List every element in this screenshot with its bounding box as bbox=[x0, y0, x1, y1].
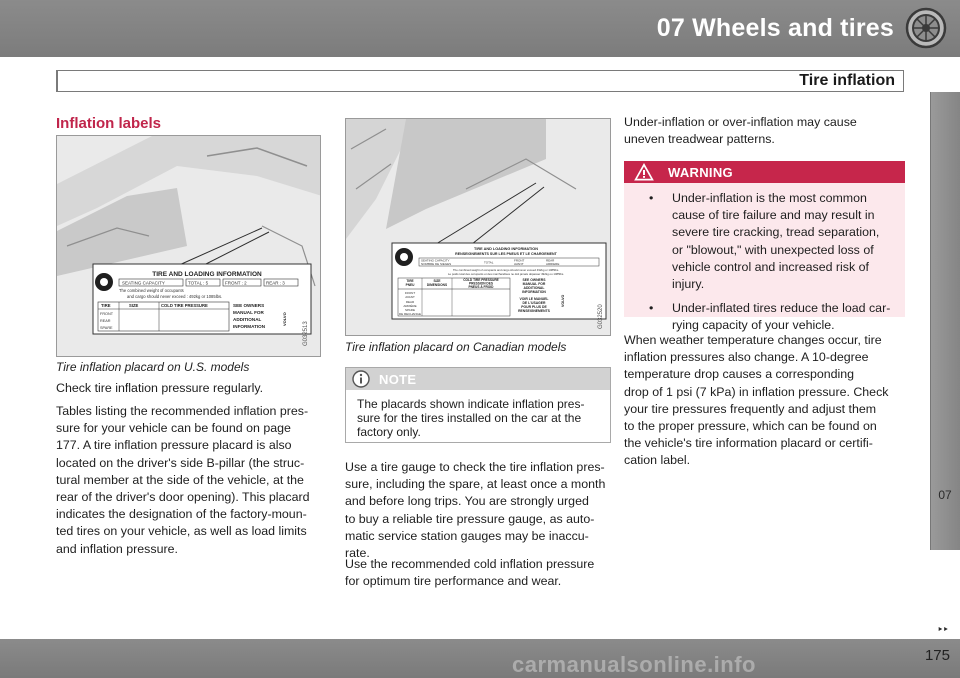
us-col-cold: COLD TIRE PRESSURE bbox=[161, 303, 208, 308]
warning-list bbox=[632, 190, 900, 342]
inflation-labels-heading: Inflation labels bbox=[56, 115, 162, 132]
section-title: Tire inflation bbox=[799, 72, 895, 89]
ca-see-owners-1: SEE OWNERS bbox=[522, 278, 546, 282]
ca-col-cold: COLD TIRE PRESSURE bbox=[463, 278, 499, 282]
ca-row-rear-fr: ARRIÈRE bbox=[403, 304, 417, 308]
us-row-spare: SPARE bbox=[100, 326, 113, 330]
ca-placard-title-1: TIRE AND LOADING INFORMATION bbox=[474, 247, 538, 251]
us-placard-title: TIRE AND LOADING INFORMATION bbox=[152, 271, 262, 278]
info-icon bbox=[352, 370, 370, 388]
ca-col-cold-fr-2: PNEUS À FROID bbox=[468, 285, 494, 289]
ca-seating-capacity: SEATING CAPACITY bbox=[421, 258, 450, 263]
ca-weight-line-2: Le poids total des occupants et des marchandises ne doit jamais dépasser 492kg ou 1085lbs. bbox=[448, 272, 564, 276]
chapter-side-tab bbox=[930, 92, 960, 550]
chapter-title: 07 Wheels and tires bbox=[656, 14, 894, 42]
canadian-figure-caption: Tire inflation placard on Canadian models bbox=[345, 340, 567, 354]
us-figure-caption: Tire inflation placard on U.S. models bbox=[56, 360, 250, 374]
watermark: carmanualsonline.info bbox=[512, 652, 756, 677]
note-header bbox=[346, 368, 610, 390]
us-see-owners-1: SEE OWNERS bbox=[233, 303, 265, 308]
ca-see-owners-2: MANUAL FOR bbox=[522, 282, 546, 286]
ca-row-front: FRONT bbox=[404, 291, 416, 295]
ca-see-owners-fr-4: RENSEIGNEMENTS bbox=[518, 309, 550, 313]
canadian-placard-illustration bbox=[346, 119, 611, 336]
us-brand: VOLVO bbox=[282, 312, 287, 326]
cold-pressure-paragraph: Use the recommended cold inflation pressure for optimum tire performance and wear. bbox=[345, 557, 595, 589]
ca-placard-title-2: RENSEIGNEMENTS SUR LES PNEUS ET LE CHARGEMENT bbox=[455, 252, 557, 256]
us-see-owners-3: ADDITIONAL bbox=[233, 317, 262, 322]
ca-figure-code: G032520 bbox=[598, 304, 604, 329]
us-col-size: SIZE bbox=[129, 303, 139, 308]
section-title-bar bbox=[56, 70, 904, 92]
ca-rear: REAR bbox=[546, 258, 555, 263]
canadian-placard-figure bbox=[345, 118, 611, 336]
us-seating-capacity: SEATING CAPACITY bbox=[122, 280, 165, 286]
ca-brand: VOLVO bbox=[561, 294, 565, 307]
us-row-front: FRONT bbox=[100, 312, 114, 316]
tire-wheel-icon bbox=[904, 6, 948, 50]
ca-see-owners-4: INFORMATION bbox=[522, 290, 546, 294]
us-col-tire: TIRE bbox=[101, 303, 111, 308]
us-weight-line-1: The combined weight of occupants bbox=[119, 288, 184, 293]
ca-front-fr: AVANT bbox=[514, 262, 524, 266]
us-weight-line-2: and cargo should never exceed : 492kg or 1085lbs. bbox=[127, 294, 223, 299]
us-front: FRONT : 2 bbox=[225, 280, 247, 286]
us-placard-illustration bbox=[57, 136, 321, 357]
ca-see-owners-fr-1: VOIR LE MANUEL bbox=[519, 297, 549, 301]
tables-paragraph: Tables listing the recommended inflation pres- sure for your vehicle can be found on page 177. A tire inflation pressure placard is also located on the driver's side B-pillar (the struc- tural member at the side of the vehicle, at the rear of the driver's door opening). This placard indicates the designation of the factory-moun- ted tires on your vehicle, as well as load limits and inflation pressure. bbox=[56, 404, 310, 556]
note-text: The placards shown indicate inflation pres- sure for the tires installed on the car at the factory only. bbox=[357, 397, 585, 439]
ca-seating-capacity-fr: NOMBRE DE SIEGES bbox=[421, 262, 452, 266]
note-title: NOTE bbox=[379, 372, 417, 387]
check-pressure-paragraph: Check tire inflation pressure regularly. bbox=[56, 381, 264, 395]
chapter-side-number: 07 bbox=[938, 488, 952, 502]
warning-box bbox=[624, 161, 905, 333]
ca-rear-fr: ARRIERE bbox=[546, 262, 560, 266]
ca-col-tire: TIRE bbox=[406, 279, 414, 283]
us-row-rear: REAR bbox=[100, 319, 111, 323]
ca-see-owners-fr-2: DE L'USAGER bbox=[522, 301, 546, 305]
ca-row-front-fr: AVANT bbox=[405, 295, 415, 299]
warning-title: WARNING bbox=[668, 165, 733, 180]
ca-see-owners-fr-3: POUR PLUS DE bbox=[521, 305, 547, 309]
us-see-owners-2: MANUAL FOR bbox=[233, 310, 264, 315]
treadwear-paragraph: Under-inflation or over-inflation may cause uneven treadwear patterns. bbox=[624, 115, 857, 147]
next-page-arrows[interactable]: ‣‣ bbox=[937, 624, 948, 636]
ca-col-tire-fr: PNEU bbox=[405, 283, 415, 287]
header-bar bbox=[0, 0, 960, 57]
ca-total: TOTAL bbox=[484, 260, 494, 265]
tire-gauge-paragraph: Use a tire gauge to check the tire inflation pres- sure, including the spare, at least once a month and before long trips. You are strongly urged to buy a reliable tire pressure gauge, as auto- matic service station gauges may be inaccu- rate. bbox=[345, 460, 606, 561]
ca-row-spare: SPARE bbox=[405, 308, 415, 312]
ca-col-size: SIZE bbox=[433, 279, 441, 283]
us-rear: REAR : 3 bbox=[266, 280, 285, 286]
temperature-paragraph: When weather temperature changes occur, tire inflation pressures also change. A 10-degree temperature drop causes a corresponding drop of 1 psi (7 kPa) in inflation pressure. Check your tire pressures frequently and adjust them to the proper pressure, which can be found on the vehicle's tire information placard or certifi- cation label. bbox=[624, 333, 889, 468]
us-total: TOTAL : 5 bbox=[188, 280, 209, 286]
us-placard-figure bbox=[56, 135, 321, 357]
ca-col-size-fr: DIMENSIONS bbox=[426, 283, 448, 287]
note-box bbox=[345, 367, 611, 443]
warning-triangle-icon bbox=[634, 163, 654, 181]
ca-col-cold-fr-1: PRESSION DES bbox=[469, 281, 493, 286]
ca-front: FRONT bbox=[514, 258, 525, 263]
ca-weight-line-1: The combined weight of occupants and cargo should never exceed 492kg or 1085lbs. bbox=[452, 268, 560, 272]
warning-header bbox=[624, 161, 905, 183]
page-number: 175 bbox=[924, 647, 950, 664]
ca-see-owners-3: ADDITIONAL bbox=[523, 286, 545, 290]
ca-row-rear: REAR bbox=[405, 300, 415, 304]
warning-item: • Under-inflated tires reduce the load car- rying capacity of your vehicle. bbox=[632, 300, 900, 334]
warning-item: • Under-inflation is the most common cause of tire failure and may result in severe tire cracking, tread separation, or "blowout," with unexpected loss of vehicle control and increased risk of injury. bbox=[632, 190, 900, 293]
us-figure-code: G032513 bbox=[303, 321, 309, 346]
ca-row-spare-fr: DE RECHANGE bbox=[398, 312, 422, 316]
footer-bar bbox=[0, 639, 960, 678]
us-see-owners-4: INFORMATION bbox=[233, 324, 266, 329]
